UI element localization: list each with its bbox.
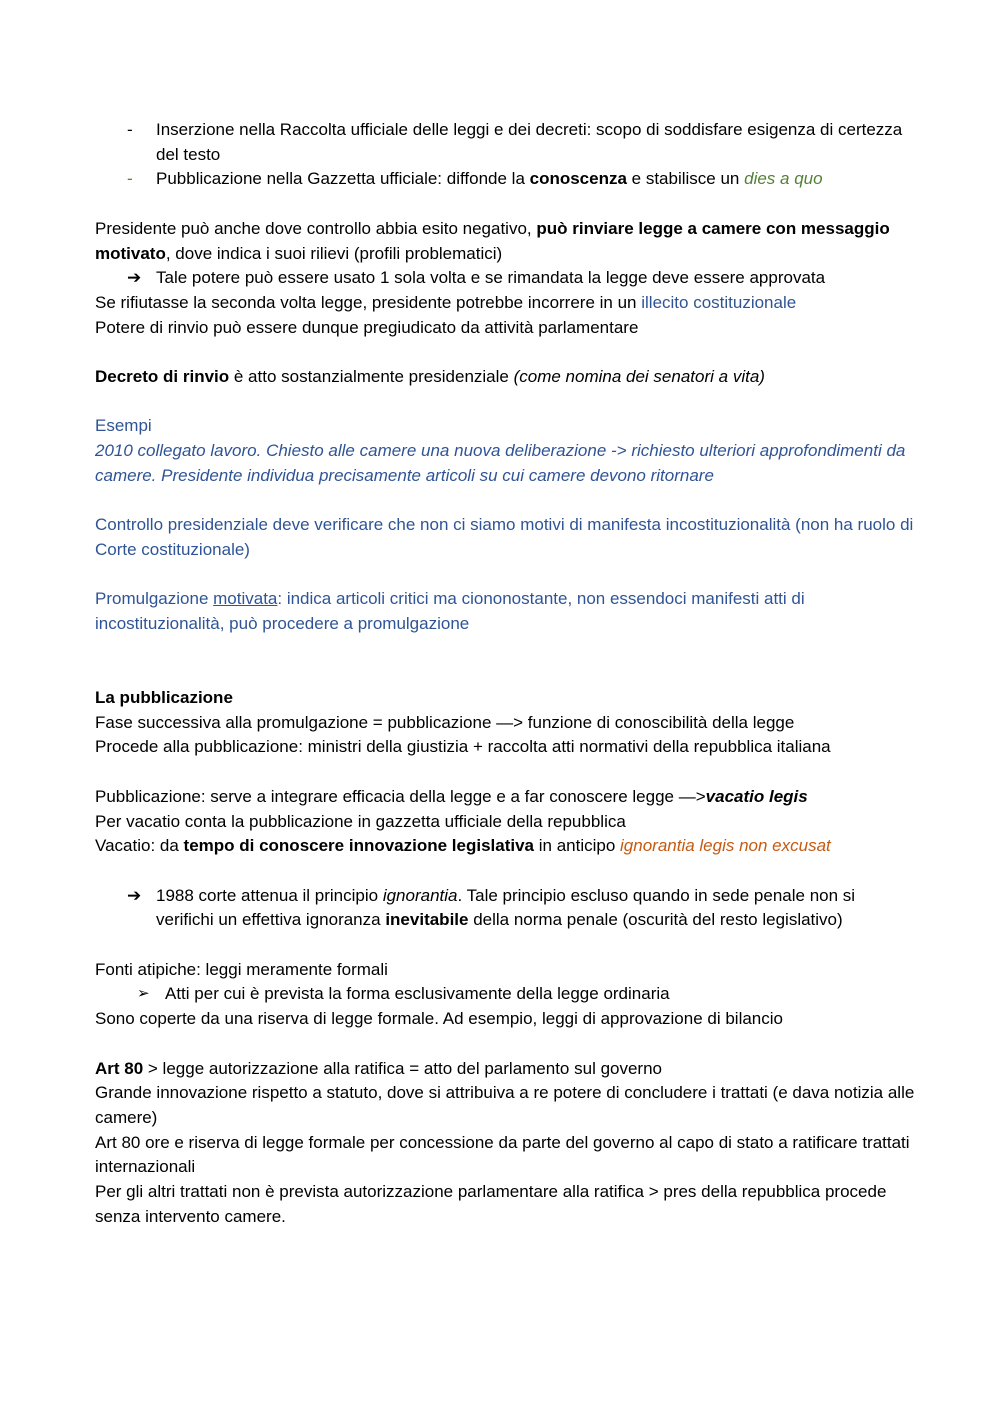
underlined-term: motivata	[213, 589, 278, 609]
text-run: Tale potere può essere usato 1 sola volta e se rimandata la legge deve essere approvata	[156, 268, 826, 288]
text-run: in anticipo	[534, 836, 621, 856]
text-run: Vacatio: da	[95, 836, 184, 856]
dash-bullet: -	[127, 120, 133, 139]
paragraph-line	[95, 1057, 915, 1082]
bold-term: può rinviare legge a camere con messaggio motivato	[95, 218, 890, 263]
italic-term: ignorantia	[382, 885, 458, 905]
latin-term: ignorantia legis non excusat	[620, 836, 831, 856]
text-run: Atti per cui è prevista la forma esclusivamente della legge ordinaria	[165, 984, 670, 1004]
paragraph	[95, 365, 915, 390]
paragraph-line: Potere di rinvio può essere dunque pregiudicato da attività parlamentare	[95, 317, 639, 337]
arrow-item	[95, 884, 915, 933]
document-page	[95, 118, 915, 1229]
list-item	[95, 167, 915, 192]
bold-term: Decreto di rinvio	[95, 367, 230, 386]
paragraph-line: Sono coperte da una riserva di legge formale. Ad esempio, leggi di approvazione di bilancio	[95, 1009, 783, 1029]
bullet-text: Inserzione nella Raccolta ufficiale delle leggi e dei decreti: scopo di soddisfare esigenza di certezza del testo	[156, 120, 903, 164]
arrow-right-icon: ➔	[127, 268, 142, 288]
italic-note: (come nomina dei senatori a vita)	[513, 367, 765, 386]
example-text: 2010 collegato lavoro. Chiesto alle camere una nuova deliberazione -> richiesto ulteriori approfondimenti da camere. Presidente individua precisamente articoli su cui camere devono ritornare	[95, 441, 906, 485]
paragraph-line	[95, 291, 915, 316]
section-heading: La pubblicazione	[95, 688, 233, 708]
text-run: : indica articoli critici ma ciononostante, non essendoci manifesti atti di incostituzionalità, può procedere a promulgazione	[95, 589, 805, 633]
bullet-text: Pubblicazione nella Gazzetta ufficiale: diffonde la	[156, 169, 530, 189]
bold-term: conoscenza	[529, 169, 627, 189]
triangle-item	[95, 982, 915, 1007]
bullet-text: e stabilisce un	[626, 169, 745, 189]
text-run: Presidente può anche dove controllo abbia esito negativo,	[95, 218, 537, 238]
list-item	[95, 118, 915, 167]
paragraph-line: Fonti atipiche: leggi meramente formali	[95, 959, 388, 979]
text-run: è atto sostanzialmente presidenziale	[229, 367, 514, 386]
paragraph	[95, 587, 915, 636]
arrow-item	[95, 266, 915, 291]
dash-bullet: -	[127, 169, 133, 189]
bold-term: tempo di conoscere innovazione legislativa	[183, 836, 535, 856]
paragraph-line: Fase successiva alla promulgazione = pubblicazione —> funzione di conoscibilità della legge	[95, 712, 795, 732]
text-run: Promulgazione	[95, 589, 214, 609]
text-run: > legge autorizzazione alla ratifica = atto del parlamento sul governo	[143, 1058, 663, 1078]
paragraph-line: Per gli altri trattati non è prevista autorizzazione parlamentare alla ratifica > pres della repubblica procede senza intervento camere.	[95, 1182, 887, 1226]
paragraph	[95, 217, 915, 266]
paragraph-line	[95, 834, 915, 859]
paragraph-line: Procede alla pubblicazione: ministri della giustizia + raccolta atti normativi della repubblica italiana	[95, 737, 831, 757]
examples-title: Esempi	[95, 416, 152, 436]
latin-term: dies a quo	[744, 169, 823, 189]
paragraph-line: Art 80 ore e riserva di legge formale per concessione da parte del governo al capo di stato a ratificare trattati internazionali	[95, 1132, 910, 1177]
text-run: Se rifiutasse la seconda volta legge, presidente potrebbe incorrere in un	[95, 292, 642, 312]
highlight-term: illecito costituzionale	[641, 292, 797, 312]
paragraph-line: Per vacatio conta la pubblicazione in gazzetta ufficiale della repubblica	[95, 811, 626, 831]
arrow-right-icon: ➔	[127, 885, 142, 905]
paragraph-line	[95, 785, 915, 810]
latin-term: vacatio legis	[705, 786, 808, 806]
triangle-bullet-icon: ➢	[137, 985, 150, 1003]
paragraph: Controllo presidenziale deve verificare che non ci siamo motivi di manifesta incostituzionalità (non ha ruolo di Corte costituzionale)	[95, 515, 914, 559]
bold-term: inevitabile	[385, 910, 469, 930]
text-run: della norma penale (oscurità del resto legislativo)	[468, 910, 843, 930]
text-run: Pubblicazione: serve a integrare efficacia della legge e a far conoscere legge —>	[95, 786, 706, 806]
text-run: . Tale principio escluso quando in sede penale non si verifichi un effettiva ignoranza	[156, 885, 856, 930]
bold-term: Art 80	[95, 1058, 144, 1078]
text-run: , dove indica i suoi rilievi (profili problematici)	[165, 243, 503, 263]
paragraph-line: Grande innovazione rispetto a statuto, dove si attribuiva a re potere di concludere i trattati (e dava notizia alle camere)	[95, 1083, 915, 1127]
text-run: 1988 corte attenua il principio	[156, 885, 383, 905]
